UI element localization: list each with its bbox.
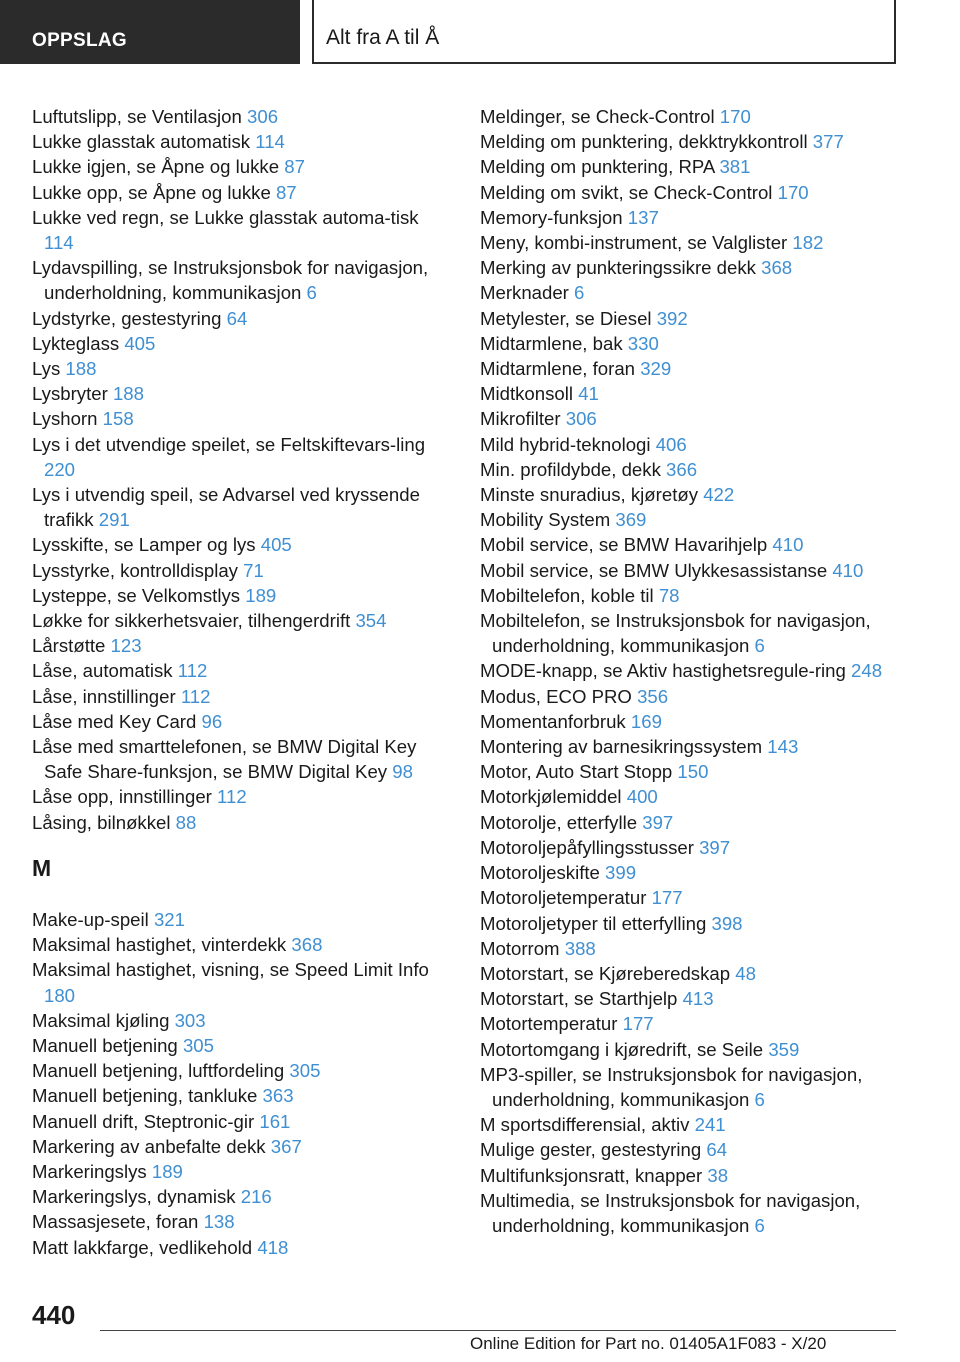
index-entry [32,532,452,557]
page-link[interactable]: 321 [153,908,185,930]
entry-term: Melding om svikt, se Check-Control [480,181,773,203]
index-entry [32,306,452,331]
index-entry [480,810,900,835]
page-link[interactable]: 6 [754,1088,765,1110]
entry-term: Løkke for sikkerhetsvaier, tilhengerdrift [32,610,351,632]
page-link[interactable]: 410 [832,559,864,581]
page-link[interactable]: 114 [44,232,74,254]
page-link[interactable]: 359 [768,1038,800,1060]
page-link[interactable]: 354 [355,610,387,632]
index-entry [32,406,452,431]
index-entry [480,532,900,557]
index-entry [480,734,900,759]
index-entry [32,1134,452,1159]
entry-term: Motortemperatur [480,1013,618,1035]
page-link[interactable]: 397 [642,811,674,833]
page-link[interactable]: 305 [182,1034,214,1056]
entry-term: Markering av anbefalte dekk [32,1135,266,1157]
entry-term: Momentanforbruk [480,710,626,732]
index-entry [32,381,452,406]
section-tab[interactable]: OPPSLAG [0,0,300,64]
entry-term: Lys i utvendig speil, se Advarsel ved kryssende trafikk [32,484,420,531]
index-entry [480,709,900,734]
entry-term: Mobiltelefon, se Instruksjonsbok for navigasjon, underholdning, kommunikasjon [480,610,871,657]
index-entry [32,558,452,583]
index-entry [480,432,900,457]
index-entry [480,129,900,154]
page-header [0,0,960,66]
index-list-m [32,907,452,1260]
entry-term: MODE-knapp, se Aktiv hastighetsregule‐ring [480,660,846,682]
index-column-left [32,104,452,1260]
page-link[interactable]: 158 [102,408,134,430]
index-entry [480,658,900,683]
index-entry [32,608,452,633]
index-entry [32,180,452,205]
entry-term: Motoroljeskifte [480,862,600,884]
entry-term: Midtkonsoll [480,383,574,405]
index-entry [32,957,452,1007]
index-entry [480,356,900,381]
index-entry [480,961,900,986]
index-list-m-continued [480,104,900,1238]
entry-term: Manuell betjening, tankluke [32,1085,258,1107]
entry-term: Motorolje, etterfylle [480,811,638,833]
index-entry [480,885,900,910]
page-link[interactable]: 6 [754,1214,765,1236]
page-link[interactable]: 188 [112,383,144,405]
page-link[interactable]: 188 [65,358,97,380]
index-entry [480,406,900,431]
index-entry [480,835,900,860]
page-link[interactable]: 161 [259,1110,291,1132]
entry-term: Lårstøtte [32,635,106,657]
entry-term: Lysbryter [32,383,108,405]
page-link[interactable]: 177 [651,887,683,909]
index-entry [32,1184,452,1209]
index-entry [32,129,452,154]
index-entry [32,583,452,608]
page-link[interactable]: 220 [44,458,76,480]
entry-term: Midtarmlene, foran [480,358,636,380]
index-entry [480,1112,900,1137]
index-entry [32,1033,452,1058]
page-link[interactable]: 216 [240,1186,272,1208]
index-entry [32,1058,452,1083]
entry-term: Modus, ECO PRO [480,685,632,707]
page-number: 440 [32,1300,76,1330]
entry-term: Mobil service, se BMW Ulykkesassistanse [480,559,828,581]
page-link[interactable]: 291 [98,509,130,531]
entry-term: Matt lakkfarge, vedlikehold [32,1236,253,1258]
page-link[interactable]: 303 [174,1009,206,1031]
entry-term: Maksimal kjøling [32,1009,170,1031]
index-entry [32,810,452,835]
page-link[interactable]: 398 [711,912,743,934]
page-link[interactable]: 112 [217,786,247,808]
index-entry [32,356,452,381]
page-link[interactable]: 6 [754,635,765,657]
entry-term: Lysteppe, se Velkomstlys [32,584,241,606]
index-entry [32,907,452,932]
page-link[interactable]: 400 [626,786,658,808]
index-entry [480,154,900,179]
index-entry [480,180,900,205]
page-link[interactable]: 405 [260,534,292,556]
index-entry [480,1137,900,1162]
page-link[interactable]: 306 [565,408,597,430]
entry-term: Lukke ved regn, se Lukke glasstak automa‐tisk [32,206,419,228]
page-link[interactable]: 381 [719,156,751,178]
page-link[interactable]: 377 [812,131,844,153]
page-link[interactable]: 189 [245,584,277,606]
page-link[interactable]: 369 [615,509,647,531]
page-link[interactable]: 41 [578,383,599,405]
index-entry [480,381,900,406]
page-link[interactable]: 177 [622,1013,654,1035]
index-entry [32,784,452,809]
index-entry [32,205,452,255]
entry-term: Markeringslys [32,1160,147,1182]
chapter-title: Alt fra A til Å [312,0,896,64]
index-entry [480,457,900,482]
index-entry [480,1037,900,1062]
entry-term: Låse med Key Card [32,710,197,732]
entry-term: Motorrom [480,937,560,959]
footer-divider [100,1330,896,1331]
index-entry [480,1188,900,1238]
index-column-right [480,104,900,1238]
index-entry [32,633,452,658]
entry-term: Metylester, se Diesel [480,307,652,329]
page-link[interactable]: 170 [777,181,809,203]
section-letter: M [32,854,52,881]
page-link[interactable]: 397 [699,836,731,858]
index-entry [480,1011,900,1036]
entry-term: Mobility System [480,509,611,531]
entry-term: Lys i det utvendige speilet, se Feltskiftevars‐ling [32,433,426,455]
entry-term: Låse, automatisk [32,660,173,682]
entry-term: Maksimal hastighet, vinterdekk [32,934,287,956]
entry-term: Melding om punktering, RPA [480,156,715,178]
entry-term: Memory-funksjon [480,206,623,228]
index-entry [480,306,900,331]
page-link[interactable]: 48 [735,962,756,984]
index-entry [480,205,900,230]
page-link[interactable]: 410 [772,534,804,556]
entry-term: Midtarmlene, bak [480,332,623,354]
page-link[interactable]: 329 [640,358,672,380]
page-link[interactable]: 150 [677,761,709,783]
index-entry [32,1008,452,1033]
index-entry [480,1163,900,1188]
page-link[interactable]: 388 [564,937,596,959]
page-link[interactable]: 422 [703,484,735,506]
entry-term: Mulige gester, gestestyring [480,1139,702,1161]
index-entry [480,583,900,608]
page-link[interactable]: 138 [203,1211,235,1233]
index-entry [480,255,900,280]
page-link[interactable]: 6 [574,282,585,304]
page-link[interactable]: 71 [243,559,264,581]
entry-term: M sportsdifferensial, aktiv [480,1114,690,1136]
page-link[interactable]: 87 [284,156,305,178]
page-link[interactable]: 405 [124,332,156,354]
page-link[interactable]: 406 [655,433,687,455]
page-link[interactable]: 87 [275,181,297,203]
entry-term: Minste snuradius, kjøretøy [480,484,699,506]
edition-note: Online Edition for Part no. 01405A1F083 - X/20 [470,1334,827,1353]
page-link[interactable]: 368 [291,934,323,956]
page-link[interactable]: 6 [306,282,317,304]
page-link[interactable]: 399 [605,862,637,884]
page-link[interactable]: 112 [177,660,208,682]
page-link[interactable]: 330 [627,332,659,354]
entry-term: Mobil service, se BMW Havarihjelp [480,534,768,556]
page-link[interactable]: 368 [761,257,793,279]
index-entry [480,911,900,936]
entry-term: Mild hybrid-teknologi [480,433,651,455]
index-entry [480,104,900,129]
entry-term: Låse med smarttelefonen, se BMW Digital Key Safe Share-funksjon, se BMW Digital Key [32,736,417,783]
index-entry [32,1159,452,1184]
index-entry [480,784,900,809]
index-entry [480,507,900,532]
index-entry [480,230,900,255]
page-link[interactable]: 169 [630,710,662,732]
index-entry [480,558,900,583]
page-link[interactable]: 413 [682,988,714,1010]
entry-term: Låsing, bilnøkkel [32,811,171,833]
page-link[interactable]: 64 [226,307,248,329]
entry-term: Mobiltelefon, koble til [480,584,654,606]
entry-term: Motoroljepåfyllingsstusser [480,836,694,858]
page-link[interactable]: 418 [257,1236,289,1258]
entry-term: Multifunksjonsratt, knapper [480,1164,703,1186]
index-entry [32,482,452,532]
entry-term: Make-up-speil [32,908,149,930]
entry-term: Mikrofilter [480,408,561,430]
index-entry [32,432,452,482]
entry-term: Lukke igjen, se Åpne og lukke [32,156,280,178]
index-entry [32,658,452,683]
entry-term: Lysstyrke, kontrolldisplay [32,559,238,581]
entry-term: Manuell betjening [32,1034,178,1056]
entry-term: Motortomgang i kjøredrift, se Seile [480,1038,764,1060]
entry-term: Manuell drift, Steptronic-gir [32,1110,255,1132]
entry-term: Låse opp, innstillinger [32,786,212,808]
page-link[interactable]: 143 [767,736,799,758]
page-link[interactable]: 367 [270,1135,302,1157]
index-entry [480,684,900,709]
index-entry [32,104,452,129]
index-entry [32,255,452,305]
entry-term: Min. profildybde, dekk [480,458,661,480]
entry-term: Lydstyrke, gestestyring [32,307,222,329]
index-entry [480,482,900,507]
entry-term: Markeringslys, dynamisk [32,1186,236,1208]
page-link[interactable]: 98 [392,761,413,783]
entry-term: Motorstart, se Kjøreberedskap [480,962,731,984]
page-link[interactable]: 112 [180,685,211,707]
page-link[interactable]: 182 [792,232,824,254]
page-link[interactable]: 189 [151,1160,183,1182]
page-link[interactable]: 248 [851,660,883,682]
entry-term: Massasjesete, foran [32,1211,199,1233]
page-link[interactable]: 306 [247,106,279,127]
index-entry [32,734,452,784]
page-link[interactable]: 137 [627,206,659,228]
entry-term: Lykteglass [32,332,120,354]
index-entry [480,936,900,961]
entry-term: Meldinger, se Check-Control [480,106,715,127]
page-link[interactable]: 88 [175,811,197,833]
entry-term: Motor, Auto Start Stopp [480,761,673,783]
page-link[interactable]: 363 [262,1085,294,1107]
entry-term: Montering av barnesikringssystem [480,736,763,758]
index-entry [32,709,452,734]
index-entry [480,759,900,784]
index-entry [32,1109,452,1134]
entry-term: Luftutslipp, se Ventilasjon [32,106,242,127]
entry-term: Motorstart, se Starthjelp [480,988,678,1010]
index-entry [480,986,900,1011]
entry-term: Motoroljetemperatur [480,887,647,909]
page-link[interactable]: 366 [666,458,698,480]
index-entry [480,280,900,305]
index-entry [32,1083,452,1108]
index-entry [480,608,900,658]
page-link[interactable]: 38 [707,1164,729,1186]
index-entry [32,154,452,179]
page-link[interactable]: 64 [706,1139,728,1161]
page-link[interactable]: 114 [255,131,285,153]
page-link[interactable]: 180 [44,984,76,1006]
index-entry [480,1062,900,1112]
index-entry [32,684,452,709]
page-link[interactable]: 123 [110,635,142,657]
index-entry [480,331,900,356]
index-entry [32,1209,452,1234]
page-link[interactable]: 392 [656,307,688,329]
page-link[interactable]: 170 [719,106,751,127]
entry-term: Merking av punkteringssikre dekk [480,257,756,279]
page-link[interactable]: 241 [694,1114,726,1136]
entry-term: Låse, innstillinger [32,685,176,707]
entry-term: MP3-spiller, se Instruksjonsbok for navigasjon, underholdning, kommunikasjon [480,1063,863,1110]
entry-term: Lyshorn [32,408,98,430]
entry-term: Meny, kombi-instrument, se Valglister [480,232,788,254]
page-link[interactable]: 305 [289,1060,321,1082]
entry-term: Lydavspilling, se Instruksjonsbok for navigasjon, underholdning, kommunikasjon [32,257,429,304]
page-link[interactable]: 78 [658,584,680,606]
index-entry [32,331,452,356]
index-entry [480,860,900,885]
entry-term: Lysskifte, se Lamper og lys [32,534,256,556]
entry-term: Melding om punktering, dekktrykkontroll [480,131,808,153]
index-entry [32,1235,452,1260]
page-link[interactable]: 96 [201,710,223,732]
index-list-l [32,104,452,835]
index-entry [32,932,452,957]
entry-term: Lys [32,358,61,380]
entry-term: Multimedia, se Instruksjonsbok for navigasjon, underholdning, kommunikasjon [480,1189,861,1236]
entry-term: Lukke glasstak automatisk [32,131,251,153]
entry-term: Maksimal hastighet, visning, se Speed Limit Info [32,959,429,981]
entry-term: Manuell betjening, luftfordeling [32,1060,285,1082]
entry-term: Motorkjølemiddel [480,786,622,808]
entry-term: Lukke opp, se Åpne og lukke [32,181,271,203]
entry-term: Motoroljetyper til etterfylling [480,912,707,934]
entry-term: Merknader [480,282,569,304]
page-link[interactable]: 356 [637,685,669,707]
